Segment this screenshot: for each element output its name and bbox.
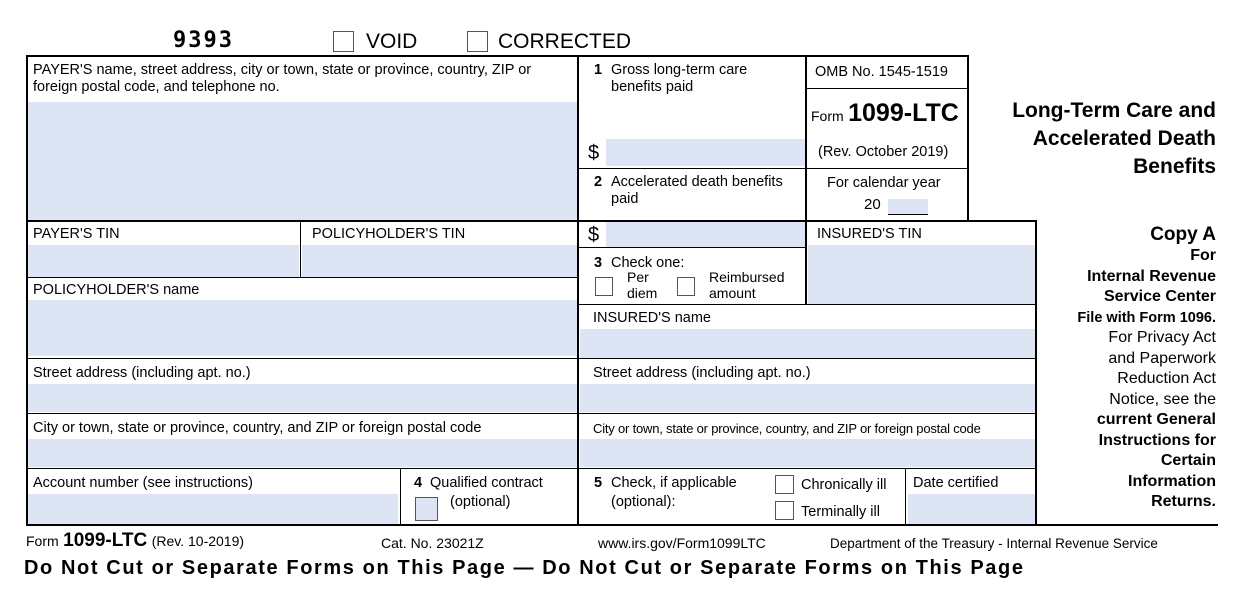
copy-line-8: Notice, see the	[1109, 390, 1216, 408]
irs-url: www.irs.gov/Form1099LTC	[598, 535, 766, 551]
footer-form-name: 1099-LTC	[63, 530, 148, 551]
street-left-field[interactable]	[28, 384, 577, 412]
box1-label-1: Gross long-term care	[611, 62, 748, 78]
street-right-field[interactable]	[580, 384, 1035, 412]
form-code: 9393	[173, 28, 234, 53]
policyholder-tin-field[interactable]	[302, 245, 577, 277]
copy-line-9: current General	[1096, 411, 1216, 428]
footer-revision: (Rev. 10-2019)	[151, 533, 245, 549]
catalog-number: Cat. No. 23021Z	[381, 535, 484, 551]
footer-form-id	[26, 530, 244, 552]
street-left-label: Street address (including apt. no.)	[33, 365, 251, 381]
title-line-1: Long-Term Care and	[1012, 99, 1216, 122]
copy-line-6: and Paperwork	[1108, 349, 1216, 367]
chronically-ill-label: Chronically ill	[801, 477, 887, 493]
reimbursed-label-2: amount	[709, 285, 756, 301]
copy-line-11: Certain	[1160, 452, 1216, 469]
copy-line-2: Internal Revenue	[1087, 267, 1216, 285]
box1-field[interactable]	[606, 139, 805, 166]
city-right-label: City or town, state or province, country, and ZIP or foreign postal code	[593, 421, 981, 436]
payer-label: PAYER'S name, street address, city or town, state or province, country, ZIP or foreign postal code, and telephone no.	[33, 62, 532, 95]
city-left-field[interactable]	[28, 439, 577, 467]
form-title	[975, 97, 1216, 181]
city-right-field[interactable]	[580, 439, 1035, 467]
box1-dollar: $	[588, 142, 600, 164]
box2-dollar: $	[588, 224, 600, 246]
box5-label-2: (optional):	[611, 494, 676, 510]
copy-a-block	[1038, 224, 1216, 513]
policyholder-tin-label: POLICYHOLDER'S TIN	[312, 226, 466, 242]
copy-line-13: Returns.	[1151, 493, 1216, 510]
box2-label-1: Accelerated death benefits	[611, 174, 783, 190]
policyholder-name-field[interactable]	[28, 300, 577, 356]
void-label: VOID	[366, 30, 418, 53]
copy-title: Copy A	[1150, 224, 1216, 245]
form-name: 1099-LTC	[848, 99, 959, 127]
copy-line-3: Service Center	[1103, 288, 1216, 305]
omb-number: OMB No. 1545-1519	[815, 64, 948, 80]
date-certified-field[interactable]	[908, 494, 1035, 524]
street-right-label: Street address (including apt. no.)	[593, 365, 811, 381]
copy-line-10: Instructions for	[1098, 431, 1216, 449]
calendar-year-label: For calendar year	[827, 175, 941, 191]
box1-number: 1	[594, 62, 603, 78]
payer-tin-label: PAYER'S TIN	[33, 226, 120, 242]
qualified-contract-checkbox[interactable]	[415, 497, 438, 521]
box2-label-2: paid	[611, 191, 639, 207]
corrected-label: CORRECTED	[498, 30, 632, 53]
box5-label-1: Check, if applicable	[611, 475, 737, 491]
box2-number: 2	[594, 174, 603, 190]
per-diem-label-2: diem	[627, 285, 658, 301]
copy-line-7: Reduction Act	[1117, 370, 1216, 387]
copy-line-4: File with Form 1096.	[1077, 309, 1216, 326]
insured-name-label: INSURED'S name	[593, 310, 711, 326]
terminally-ill-checkbox[interactable]	[775, 501, 794, 520]
reimbursed-amount-checkbox[interactable]	[677, 277, 695, 296]
footer-form-prefix: Form	[26, 533, 59, 549]
box4-label-2: (optional)	[450, 494, 511, 510]
box4-number: 4	[414, 475, 423, 491]
title-line-3: Benefits	[1133, 155, 1216, 178]
per-diem-label-1: Per	[627, 269, 649, 285]
payer-tin-field[interactable]	[28, 245, 299, 277]
copy-line-5: For Privacy Act	[1108, 329, 1216, 346]
policyholder-name-label: POLICYHOLDER'S name	[33, 282, 200, 298]
chronically-ill-checkbox[interactable]	[775, 475, 794, 494]
insured-name-field[interactable]	[580, 329, 1035, 358]
payer-field[interactable]	[28, 102, 577, 220]
insured-tin-label: INSURED'S TIN	[817, 226, 922, 242]
void-checkbox[interactable]	[333, 31, 354, 52]
box5-number: 5	[594, 475, 603, 491]
per-diem-checkbox[interactable]	[595, 277, 613, 296]
insured-tin-field[interactable]	[808, 245, 1035, 304]
form-name-block	[811, 99, 959, 128]
city-left-label: City or town, state or province, country, and ZIP or foreign postal code	[33, 420, 482, 436]
department: Department of the Treasury - Internal Revenue Service	[830, 536, 1158, 551]
revision: (Rev. October 2019)	[818, 144, 949, 160]
terminally-ill-label: Terminally ill	[801, 504, 880, 520]
corrected-checkbox[interactable]	[467, 31, 488, 52]
box3-label: Check one:	[611, 255, 685, 271]
box1-label-2: benefits paid	[611, 79, 694, 95]
do-not-cut-warning: Do Not Cut or Separate Forms on This Page — Do Not Cut or Separate Forms on This Page	[24, 557, 1025, 579]
copy-line-1: For	[1190, 247, 1216, 264]
box4-label-1: Qualified contract	[430, 475, 543, 491]
form-prefix: Form	[811, 108, 844, 124]
account-number-field[interactable]	[28, 494, 398, 524]
calendar-year-prefix: 20	[864, 196, 881, 213]
box3-number: 3	[594, 255, 603, 271]
calendar-year-field[interactable]	[888, 199, 928, 215]
copy-line-12: Information	[1128, 472, 1216, 490]
reimbursed-label-1: Reimbursed	[709, 269, 785, 285]
title-line-2: Accelerated Death	[1032, 127, 1216, 150]
date-certified-label: Date certified	[913, 475, 999, 491]
account-number-label: Account number (see instructions)	[33, 475, 254, 491]
box2-field[interactable]	[606, 222, 805, 247]
